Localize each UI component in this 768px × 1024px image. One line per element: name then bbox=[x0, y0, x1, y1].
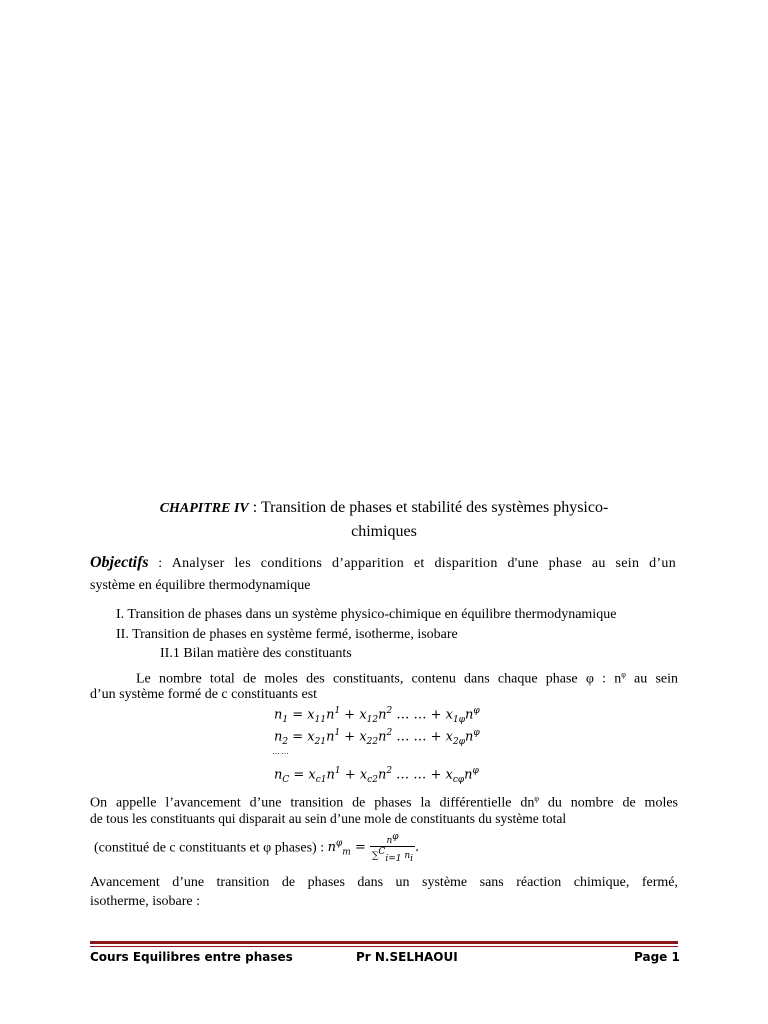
footer-rule-thick bbox=[90, 941, 678, 944]
paragraph3-line1: Avancement d’une transition de phases dans un système sans réaction chimique, fermé, bbox=[90, 875, 678, 890]
footer-rule-thin bbox=[90, 946, 678, 947]
footer-author: Pr N.SELHAOUI bbox=[356, 950, 458, 964]
chapter-title-line1 bbox=[90, 496, 678, 520]
equation-continuation-dots: …… bbox=[272, 747, 290, 756]
chapter-title bbox=[90, 496, 678, 543]
outline-item-2: II. Transition de phases en système fermé, isotherme, isobare bbox=[116, 627, 458, 642]
chapter-separator: : bbox=[248, 499, 261, 516]
molar-advancement-formula: $n^\varphi_m$ = $\frac{n^\varphi}{\sum^C_{i=1} n_i}$ . bbox=[327, 832, 420, 864]
phase-superscript-2: φ bbox=[534, 794, 540, 803]
outline-item-1: I. Transition de phases dans un système physico-chimique en équilibre thermodynamique bbox=[116, 607, 617, 622]
outline-item-3: II.1 Bilan matière des constituants bbox=[160, 646, 352, 661]
objectives-block bbox=[90, 552, 676, 597]
objectives-separator: : bbox=[148, 556, 172, 571]
paragraph1-line2: d’un système formé de c constituants est bbox=[90, 687, 318, 702]
chapter-title-text2: chimiques bbox=[351, 523, 417, 540]
formula-fraction: $\frac{n^\varphi}{\sum^C_{i=1} n_i}$ bbox=[371, 832, 414, 864]
objectives-line1 bbox=[90, 552, 676, 575]
paragraph1-line1-end: au sein bbox=[625, 671, 678, 687]
footer-course-title: Cours Equilibres entre phases bbox=[90, 950, 293, 964]
paragraph1-line1-text: Le nombre total de moles des constituants, contenu dans chaque phase φ : n bbox=[136, 671, 622, 687]
phase-superscript: φ bbox=[621, 670, 626, 679]
paragraph2-line1-b: du nombre de moles bbox=[539, 795, 678, 811]
equation-3: $n_C = x_{c1}n^1 + x_{c2}n^2$ … … + $x_{c\varphi}n^\varphi$ bbox=[274, 766, 479, 785]
footer-page-number: Page 1 bbox=[634, 950, 680, 964]
paragraph2-line1-a: On appelle l’avancement d’une transition de phases la différentielle dn bbox=[90, 795, 535, 811]
equation-1: $n_1 = x_{11}n^1 + x_{12}n^2$ … … + $x_{1\varphi}n^\varphi$ bbox=[274, 706, 480, 725]
objectives-label: Objectifs bbox=[90, 554, 149, 571]
objectives-text2: système en équilibre thermodynamique bbox=[90, 578, 311, 593]
paragraph2-line3-text: (constitué de c constituants et φ phases) : bbox=[94, 840, 328, 856]
objectives-text1: Analyser les conditions d’apparition et disparition d'une phase au sein d’un bbox=[171, 556, 677, 571]
chapter-label: CHAPITRE IV bbox=[159, 501, 249, 516]
paragraph2-line3 bbox=[94, 832, 419, 864]
chapter-title-text1: Transition de phases et stabilité des systèmes physico- bbox=[260, 499, 609, 516]
paragraph2-line2: de tous les constituants qui disparait au sein d’une mole de constituants du système total bbox=[90, 811, 567, 826]
equation-2: $n_2 = x_{21}n^1 + x_{22}n^2$ … … + $x_{2\varphi}n^\varphi$ bbox=[274, 728, 480, 747]
paragraph3-line2: isotherme, isobare : bbox=[90, 894, 201, 909]
